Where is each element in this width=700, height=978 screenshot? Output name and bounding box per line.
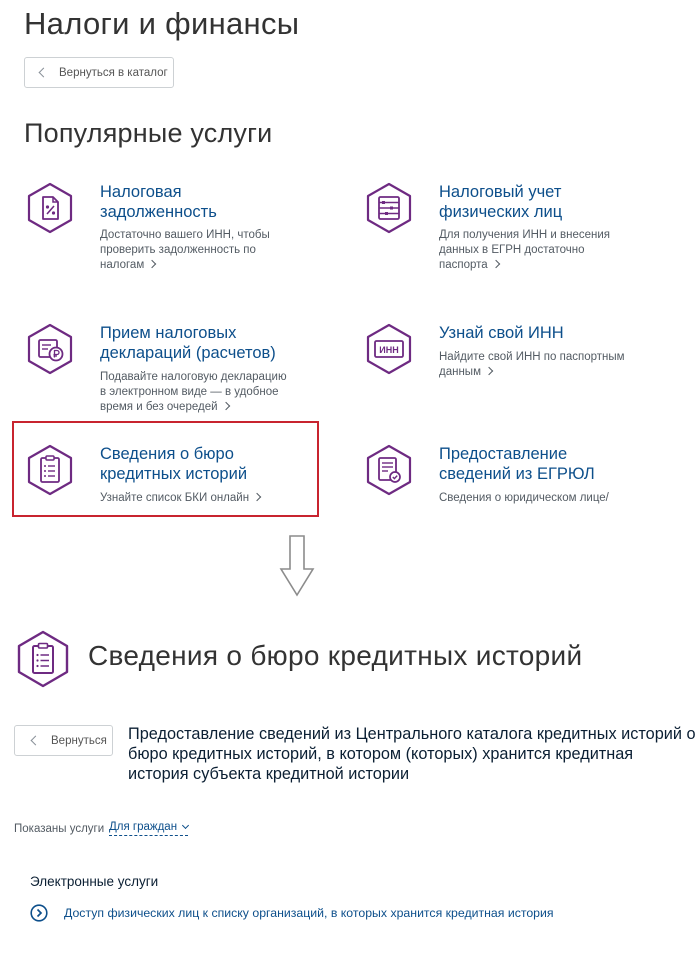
- abacus-icon: [363, 182, 415, 234]
- chevron-left-icon: [31, 736, 41, 746]
- certificate-document-icon: [363, 444, 415, 496]
- service-title[interactable]: Узнай свой ИНН: [439, 324, 564, 342]
- clipboard-list-icon: [14, 630, 72, 688]
- down-arrow-icon: [279, 535, 315, 597]
- chevron-left-icon: [39, 68, 49, 78]
- service-tax-debt[interactable]: [24, 182, 324, 282]
- back-button[interactable]: [14, 725, 113, 756]
- service-tax-registration[interactable]: [363, 182, 663, 282]
- service-tax-declarations[interactable]: [24, 323, 324, 423]
- e-service-link-label[interactable]: Доступ физических лиц к списку организаций, в которых хранится кредитная история: [64, 906, 554, 920]
- service-title[interactable]: Налоговый учет физических лиц: [439, 183, 563, 221]
- arrow-circle-right-icon: [30, 904, 48, 922]
- highlight-box: [12, 421, 319, 517]
- ruble-declaration-icon: [24, 323, 76, 375]
- service-title[interactable]: Сведения о бюро кредитных историй: [100, 445, 248, 483]
- service-title[interactable]: Налоговая задолженность: [100, 183, 217, 221]
- detail-page-title: Сведения о бюро кредитных историй: [88, 640, 583, 671]
- service-title[interactable]: Предоставление сведений из ЕГРЮЛ: [439, 445, 595, 483]
- chevron-right-icon: [485, 367, 493, 375]
- e-services-heading: Электронные услуги: [30, 874, 159, 889]
- svg-text:ИНН: ИНН: [379, 345, 399, 355]
- popular-services-title: Популярные услуги: [24, 118, 273, 148]
- inn-badge-icon: [363, 323, 415, 375]
- tax-percent-document-icon: [24, 182, 76, 234]
- back-label: Вернуться: [51, 734, 107, 747]
- page-title: Налоги и финансы: [24, 6, 300, 41]
- service-full-description: Предоставление сведений из Центрального каталога кредитных историй о бюро кредитных историй, в котором (которых) хранится кредитная история субъекта кредитной истории: [128, 725, 696, 783]
- service-title[interactable]: Прием налоговых деклараций (расчетов): [100, 324, 276, 362]
- service-description: Узнайте список БКИ онлайн: [100, 491, 260, 506]
- chevron-down-icon: [182, 822, 189, 829]
- service-description: Сведения о юридическом лице/: [439, 492, 609, 504]
- chevron-right-icon: [491, 260, 499, 268]
- service-description: Для получения ИНН и внесения данных в ЕГРН достаточно паспорта: [439, 229, 611, 271]
- filter-label: Показаны услуги: [14, 823, 105, 835]
- service-description: Найдите свой ИНН по паспортным данным: [439, 351, 625, 378]
- filter-value: Для граждан: [109, 821, 178, 833]
- service-find-inn[interactable]: [363, 323, 663, 403]
- back-to-catalog-label: Вернуться в каталог: [59, 66, 168, 79]
- e-service-link[interactable]: [30, 904, 554, 922]
- service-description: Подавайте налоговую декларацию в электронном виде — в удобное время и без очередей: [100, 371, 287, 413]
- back-to-catalog-button[interactable]: [24, 57, 174, 88]
- audience-filter-dropdown[interactable]: [109, 821, 188, 836]
- chevron-right-icon: [148, 260, 156, 268]
- service-egrul-info[interactable]: [363, 444, 663, 514]
- chevron-right-icon: [221, 402, 229, 410]
- service-description: Достаточно вашего ИНН, чтобы проверить задолженность по налогам: [100, 229, 270, 271]
